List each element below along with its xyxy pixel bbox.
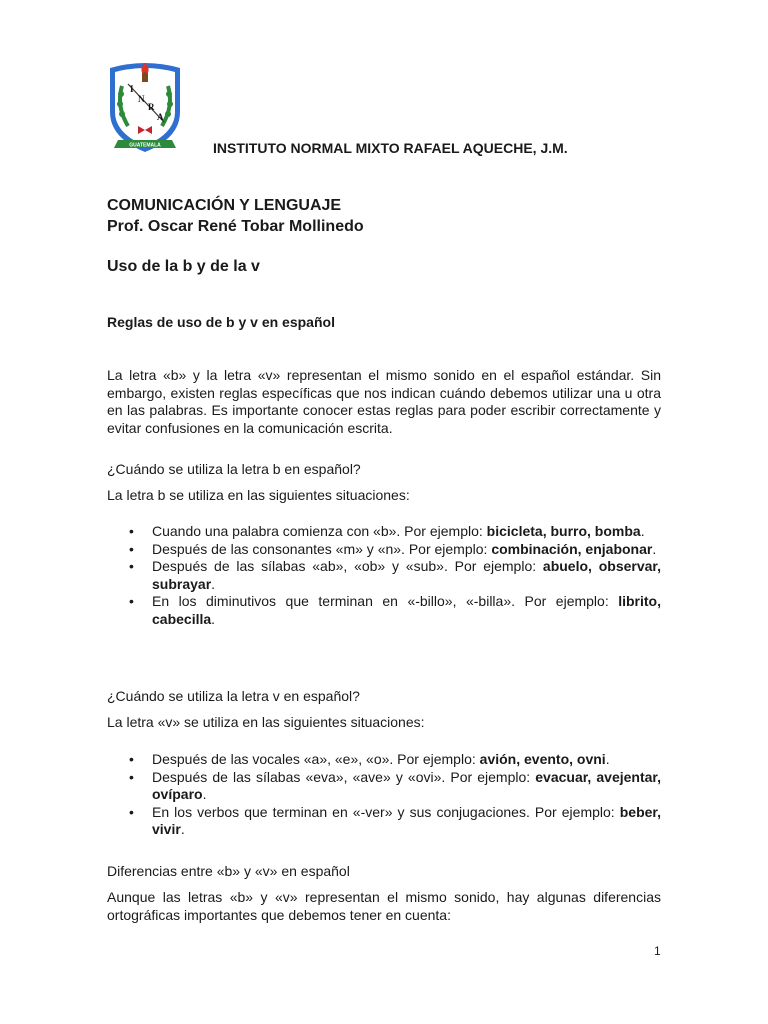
rule-end-punctuation: .	[652, 540, 657, 557]
bullet-icon: •	[129, 558, 134, 574]
v-rule-item	[107, 751, 661, 769]
b-rule-item	[107, 558, 661, 593]
crest-letter-4: A	[157, 112, 164, 122]
rules-heading: Reglas de uso de b y v en español	[107, 314, 335, 330]
subject-title: COMUNICACIÓN Y LENGUAJE	[107, 197, 342, 214]
rule-text: En los diminutivos que terminan en «-billo», «-billa». Por ejemplo:	[152, 593, 619, 609]
b-rule-item	[107, 593, 661, 628]
crest-letter-1: I	[130, 84, 134, 94]
topic-title: Uso de la b y de la v	[107, 258, 260, 275]
rule-end-punctuation: .	[211, 575, 216, 592]
subject-block	[107, 195, 364, 237]
rule-examples: abuelo, observar, subrayar	[152, 558, 661, 592]
rule-examples: bicicleta, burro, bomba	[486, 523, 641, 539]
differences-paragraph: Aunque las letras «b» y «v» representan el mismo sonido, hay algunas diferencias ortográficas importantes que debemos tener en cuenta:	[107, 889, 661, 923]
v-rules-list	[107, 751, 661, 839]
rule-examples: librito, cabecilla	[152, 593, 661, 627]
v-lead: La letra «v» se utiliza en las siguientes situaciones:	[107, 714, 425, 730]
rule-text: Después de las consonantes «m» y «n». Por ejemplo:	[152, 540, 492, 557]
institution-name: INSTITUTO NORMAL MIXTO RAFAEL AQUECHE, J.M.	[213, 140, 568, 156]
rule-text: Después de las sílabas «ab», «ob» y «sub». Por ejemplo:	[152, 558, 543, 574]
crest-letter-3: R	[148, 102, 155, 112]
v-rule-item	[107, 769, 661, 804]
rule-end-punctuation: .	[640, 523, 645, 539]
bullet-icon: •	[129, 751, 134, 767]
bullet-icon: •	[129, 768, 134, 785]
professor-name: Prof. Oscar René Tobar Mollinedo	[107, 218, 364, 235]
rule-text: Cuando una palabra comienza con «b». Por ejemplo:	[152, 523, 487, 539]
differences-heading: Diferencias entre «b» y «v» en español	[107, 863, 350, 879]
bullet-icon: •	[129, 593, 134, 609]
b-question: ¿Cuándo se utiliza la letra b en español?	[107, 461, 361, 477]
v-rule-item	[107, 804, 661, 839]
b-rules-list	[107, 523, 661, 628]
b-rule-item	[107, 541, 661, 559]
rule-end-punctuation: .	[211, 610, 216, 627]
rule-end-punctuation: .	[605, 751, 610, 767]
rule-end-punctuation: .	[202, 786, 207, 802]
bullet-icon: •	[129, 540, 134, 557]
bullet-icon: •	[129, 803, 134, 820]
v-question: ¿Cuándo se utiliza la letra v en español?	[107, 688, 360, 704]
page-number: 1	[654, 944, 661, 958]
rule-examples: evacuar, avejentar, ovíparo	[152, 768, 661, 802]
rule-text: Después de las sílabas «eva», «ave» y «ovi». Por ejemplo:	[152, 768, 536, 785]
crest-ribbon-text: GUATEMALA	[129, 142, 161, 149]
rule-text: Después de las vocales «a», «e», «o». Por ejemplo:	[152, 751, 480, 767]
rule-examples: combinación, enjabonar	[491, 540, 653, 557]
rule-text: En los verbos que terminan en «-ver» y sus conjugaciones. Por ejemplo:	[152, 803, 620, 820]
rule-end-punctuation: .	[180, 821, 185, 837]
intro-paragraph: La letra «b» y la letra «v» representan el mismo sonido en el español estándar. Sin embargo, existen reglas específicas que nos indican cuándo debemos utilizar una u otra en las palabras. Es importante conocer estas reglas para poder escribir correctamente y evitar confusiones en la comunicación escrita.	[107, 367, 661, 436]
b-lead: La letra b se utiliza en las siguientes situaciones:	[107, 487, 410, 503]
crest-letter-2: N	[138, 94, 145, 104]
school-crest-logo	[104, 60, 186, 156]
bullet-icon: •	[129, 523, 134, 539]
b-rule-item	[107, 523, 661, 541]
rule-examples: avión, evento, ovni	[479, 751, 606, 767]
rule-examples: beber, vivir	[152, 803, 661, 837]
